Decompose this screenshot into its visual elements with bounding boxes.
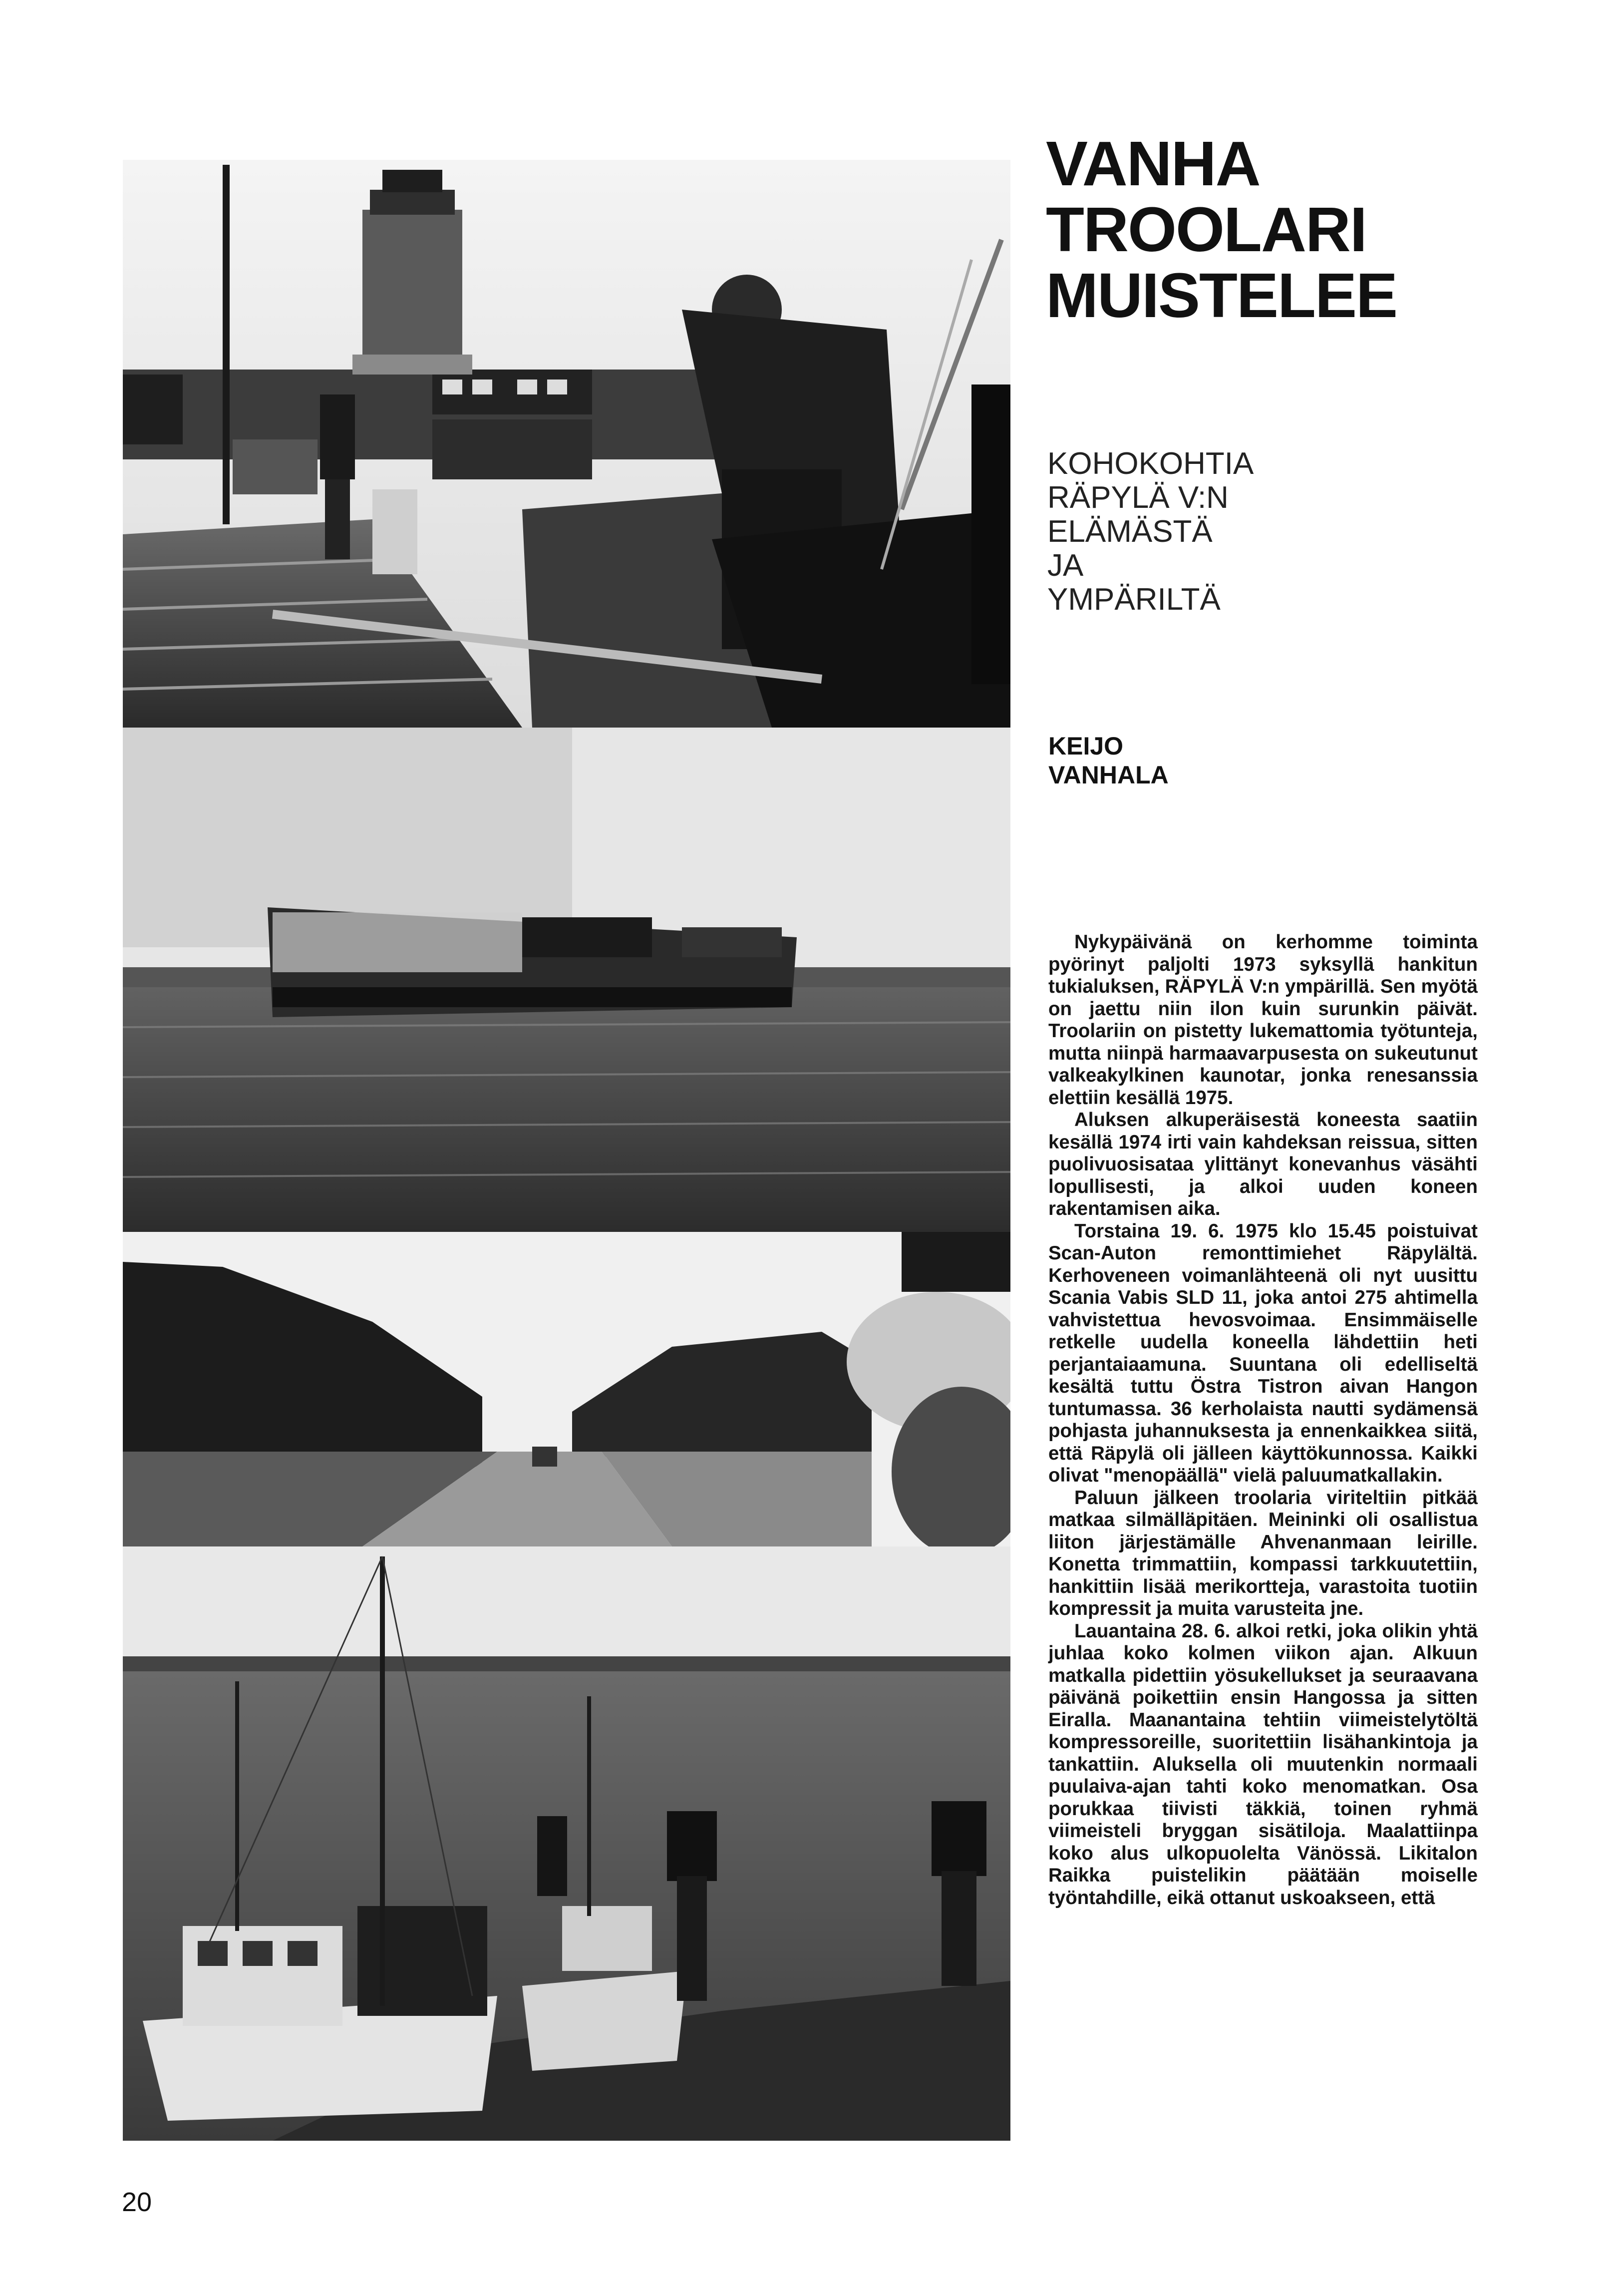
article-body xyxy=(1048,931,1478,1909)
photo-harbour-lighthouse xyxy=(123,160,1010,728)
subtitle-line: ELÄMÄSTÄ xyxy=(1047,514,1213,549)
author-line: KEIJO xyxy=(1048,732,1124,760)
body-paragraph: Nykypäivänä on kerhomme toiminta pyörinyt paljolti 1973 syksyllä hankitun tukialuksen, RÄPYLÄ V:n ympärillä. Sen myötä on jaettu niin ilon kuin surunkin päivät. Troolariin on pistetty lukemattomia työtunteja, mutta niinpä harmaavarpusesta on sukeutunut valkeakylkinen kaunotar, jonka renesanssia elettiin kesällä 1975. xyxy=(1048,931,1478,1109)
photo-abandoned-ship xyxy=(123,728,1010,1232)
body-paragraph: Torstaina 19. 6. 1975 klo 15.45 poistuivat Scan-Auton remonttimiehet Räpylältä. Kerhoveneen voimanlähteenä oli nyt uusittu Scania Vabis SLD 11, joka antoi 275 ahtimella vahvistettua hevosvoimaa. Ensimmäiselle retkelle uudella koneella lähdettiin heti perjantaiaamuna. Suuntana oli edelliseltä kesältä tuttu Östra Tistron aivan Hangon tuntumassa. 36 kerholaista nautti sydämensä pohjasta juhannuksesta ja ennenkaikkea siitä, että Räpylä oli jälleen käyttökunnossa. Kaikki olivat "menopäällä" vielä paluumatkallakin. xyxy=(1048,1220,1478,1486)
title-line: VANHA xyxy=(1046,128,1260,199)
body-paragraph: Lauantaina 28. 6. alkoi retki, joka olikin yhtä juhlaa koko kolmen viikon ajan. Alkuun matkalla pidettiin yösukellukset ja seuraavana päivänä poikettiin ensin Hangossa ja sitten Eiralla. Maanantaina tehtiin viimeistelytöltä kompressoreille, suoritettiin lisähankintoja ja tankattiin. Aluksella oli muutenkin normaali puulaiva-ajan tahti koko menomatkan. Osa porukkaa tiivisti täkkiä, toinen ryhmä viimeisteli bryggan sisätiloja. Maalattiinpa koko alus ulkopuolelta Vänössä. Likitalon Raikka puistelikin päätään moiselle työntahdille, eikä ottanut uskoakseen, että xyxy=(1048,1620,1478,1909)
title-line: TROOLARI xyxy=(1046,194,1366,265)
article-author xyxy=(1048,732,1398,789)
page-number: 20 xyxy=(122,2187,152,2217)
body-paragraph: Aluksen alkuperäisestä koneesta saatiin kesällä 1974 irti vain kahdeksan reissua, sitten puolivuosisataa ylittänyt konevanhus väsähti lopullisesti, ja alkoi uuden koneen rakentamisen aika. xyxy=(1048,1109,1478,1219)
article-subtitle xyxy=(1047,447,1497,617)
subtitle-line: YMPÄRILTÄ xyxy=(1047,582,1221,617)
subtitle-line: KOHOKOHTIA xyxy=(1047,446,1254,481)
photo-canal-trees xyxy=(123,1232,1010,1546)
photo-boats-at-shore xyxy=(123,1546,1010,2141)
body-paragraph: Paluun jälkeen troolaria viriteltiin pitkää matkaa silmälläpitäen. Meininki oli osallistua liiton järjestämälle Ahvenanmaan leirille. Konetta trimmattiin, kompassi tarkkuutettiin, hankittiin lisää merikortteja, varastoita tuotiin kompressit ja muita varusteita jne. xyxy=(1048,1487,1478,1619)
author-line: VANHALA xyxy=(1048,761,1169,789)
subtitle-line: JA xyxy=(1047,548,1084,583)
subtitle-line: RÄPYLÄ V:N xyxy=(1047,480,1229,515)
title-line: MUISTELEE xyxy=(1046,260,1397,331)
article-title xyxy=(1046,128,1570,331)
